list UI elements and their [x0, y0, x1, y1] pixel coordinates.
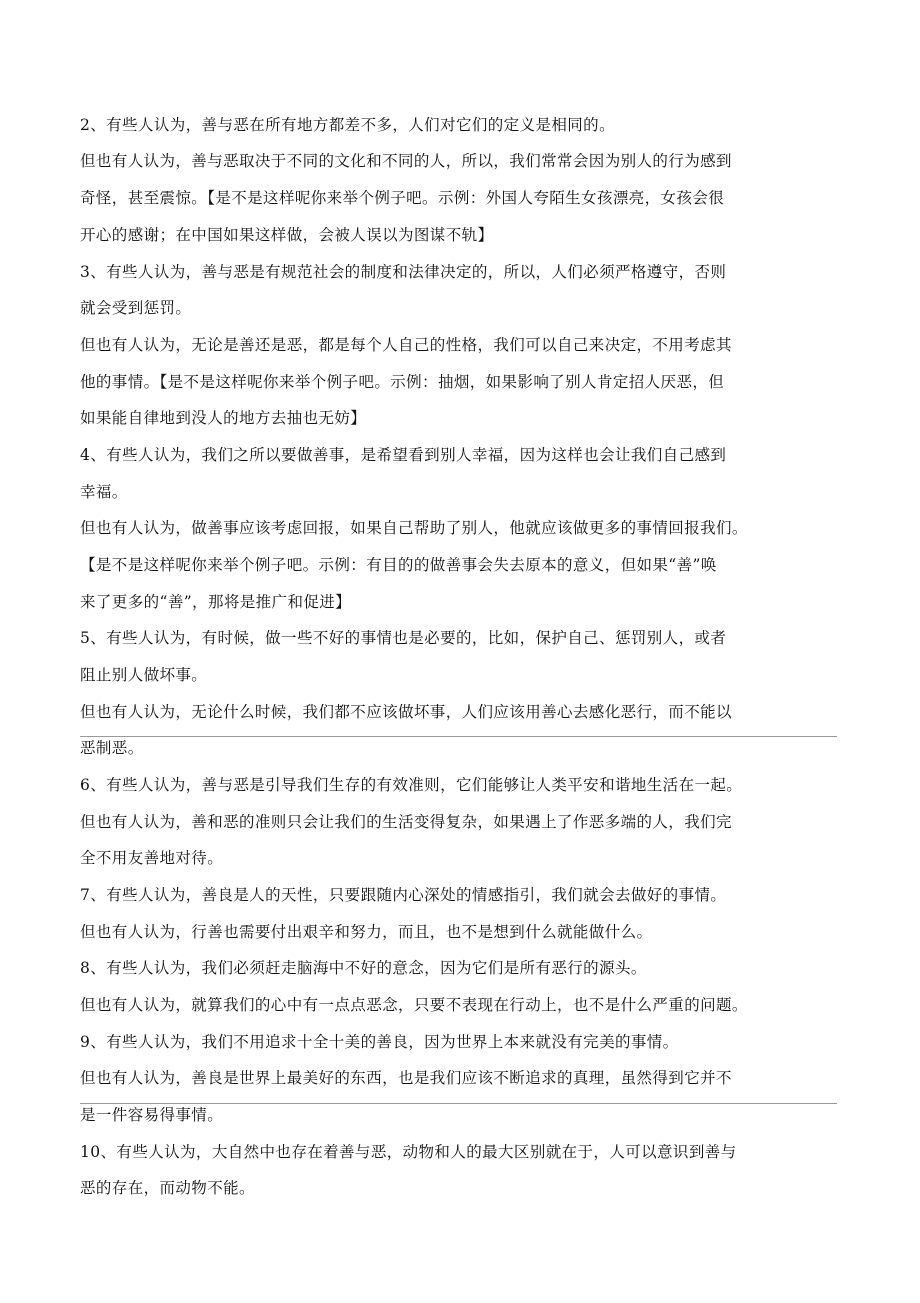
text-line: 阻止别人做坏事。 — [80, 666, 208, 684]
text-line: 来了更多的“善”，那将是推广和促进】 — [80, 593, 352, 611]
text-line: 但也有人认为，善和恶的准则只会让我们的生活变得复杂，如果遇上了作恶多端的人，我们完 — [80, 813, 732, 831]
text-line: 如果能自律地到没人的地方去抽也无妨】 — [80, 409, 367, 427]
text-line: 开心的感谢；在中国如果这样做，会被人误以为图谋不轨】 — [80, 226, 494, 244]
text-line: 2、有些人认为，善与恶在所有地方都差不多，人们对它们的定义是相同的。 — [80, 116, 615, 134]
text-line: 9、有些人认为，我们不用追求十全十美的善良，因为世界上本来就没有完美的事情。 — [80, 1033, 679, 1051]
text-line: 6、有些人认为，善与恶是引导我们生存的有效准则，它们能够让人类平安和谐地生活在一起。 — [80, 776, 743, 794]
text-line: 全不用友善地对待。 — [80, 849, 224, 867]
text-line: 奇怪，甚至震惊。【是不是这样呢你来举个例子吧。示例：外国人夸陌生女孩漂亮，女孩会很 — [80, 189, 725, 207]
text-line: 恶制恶。 — [80, 739, 144, 757]
text-line: 但也有人认为，做善事应该考虑回报，如果自己帮助了别人，他就应该做更多的事情回报我们。 — [80, 519, 748, 537]
text-line: 3、有些人认为，善与恶是有规范社会的制度和法律决定的，所以，人们必须严格遵守，否则 — [80, 263, 727, 281]
text-line: 7、有些人认为，善良是人的天性，只要跟随内心深处的情感指引，我们就会去做好的事情。 — [80, 886, 727, 904]
text-line: 10、有些人认为，大自然中也存在着善与恶，动物和人的最大区别就在于，人可以意识到善与 — [80, 1143, 737, 1161]
text-line: 8、有些人认为，我们必须赶走脑海中不好的意念，因为它们是所有恶行的源头。 — [80, 959, 647, 977]
text-line: 但也有人认为，就算我们的心中有一点点恶念，只要不表现在行动上，也不是什么严重的问题。 — [80, 996, 748, 1014]
text-line: 4、有些人认为，我们之所以要做善事，是希望看到别人幸福，因为这样也会让我们自己感到 — [80, 446, 727, 464]
text-line: 但也有人认为，无论是善还是恶，都是每个人自己的性格，我们可以自己来决定，不用考虑其 — [80, 336, 732, 354]
text-line: 但也有人认为，行善也需要付出艰辛和努力，而且，也不是想到什么就能做什么。 — [80, 923, 653, 941]
text-line: 他的事情。【是不是这样呢你来举个例子吧。示例：抽烟，如果影响了别人肯定招人厌恶，但 — [80, 373, 725, 391]
text-line: 是一件容易得事情。 — [80, 1106, 224, 1124]
text-line: 但也有人认为，无论什么时候，我们都不应该做坏事，人们应该用善心去感化恶行，而不能以 — [80, 703, 732, 721]
text-line: 但也有人认为，善与恶取决于不同的文化和不同的人，所以，我们常常会因为别人的行为感到 — [80, 152, 732, 170]
divider-line — [80, 1103, 837, 1104]
divider-line — [80, 736, 837, 737]
text-line: 但也有人认为，善良是世界上最美好的东西，也是我们应该不断追求的真理，虽然得到它并不 — [80, 1069, 732, 1087]
text-line: 幸福。 — [80, 483, 128, 501]
text-line: 【是不是这样呢你来举个例子吧。示例：有目的的做善事会失去原本的意义，但如果“善”唤 — [80, 556, 717, 574]
text-line: 就会受到惩罚。 — [80, 299, 192, 317]
text-line: 恶的存在，而动物不能。 — [80, 1179, 255, 1197]
text-line: 5、有些人认为，有时候，做一些不好的事情也是必要的，比如，保护自己、惩罚别人，或者 — [80, 629, 727, 647]
